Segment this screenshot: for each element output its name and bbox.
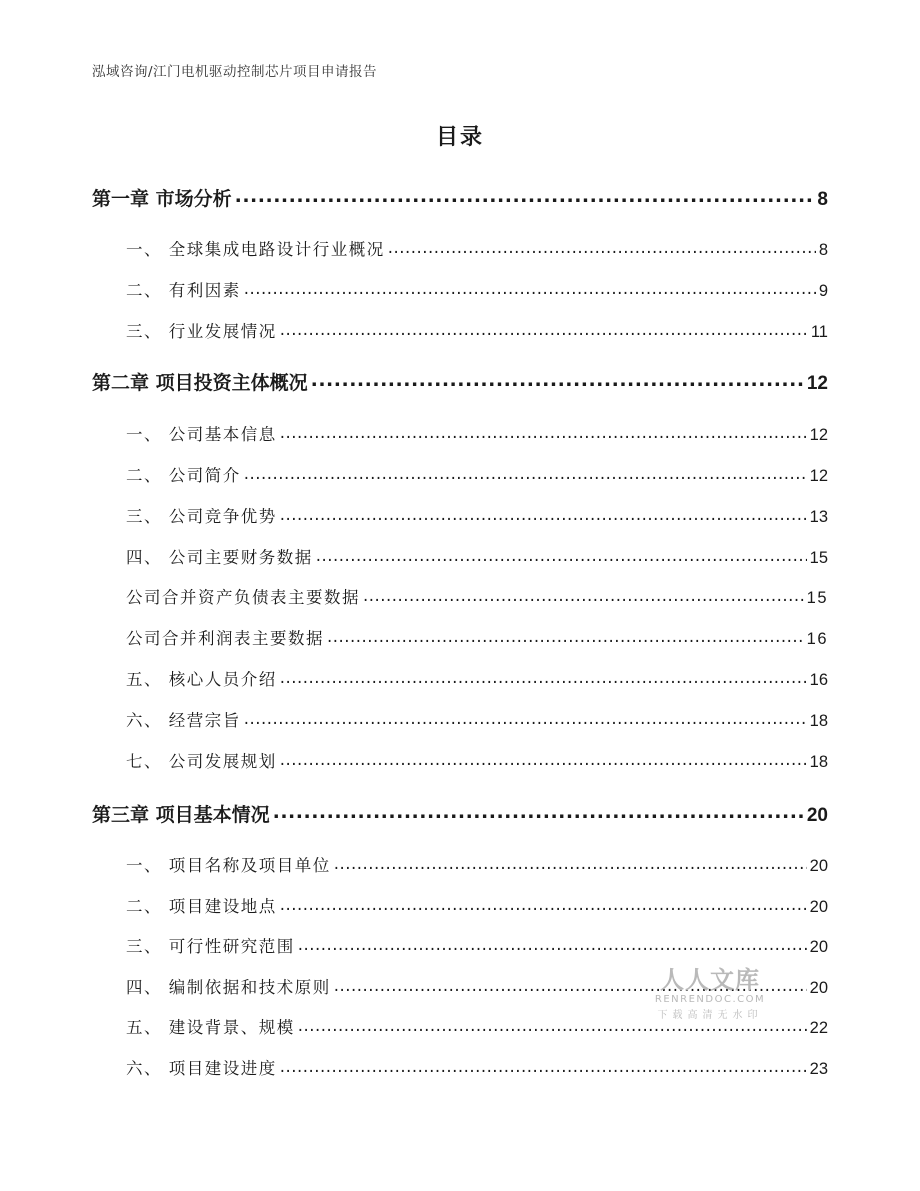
toc-page-number: 22 xyxy=(809,1019,828,1037)
watermark xyxy=(648,960,772,1021)
toc-page-number: 16 xyxy=(806,630,828,648)
toc-entry-label: 四、 编制依据和技术原则 xyxy=(126,978,331,997)
toc-section-entry[interactable] xyxy=(126,236,828,260)
toc-dot-leader xyxy=(280,424,807,441)
toc-page-number: 20 xyxy=(806,805,828,826)
toc-section-entry[interactable] xyxy=(126,1055,828,1079)
watermark-url: RENRENDOC.COM xyxy=(654,994,766,1005)
toc-dot-leader xyxy=(280,506,807,523)
toc-section-entry[interactable] xyxy=(126,933,828,957)
toc-section-entry[interactable] xyxy=(126,625,828,649)
toc-page-number: 20 xyxy=(809,979,828,997)
toc-page-number: 15 xyxy=(809,549,828,567)
toc-entry-label: 七、 公司发展规划 xyxy=(126,752,277,771)
toc-entry-label: 六、 项目建设进度 xyxy=(126,1059,277,1078)
toc-page-number: 8 xyxy=(818,241,828,259)
toc-entry-label: 一、 项目名称及项目单位 xyxy=(126,856,331,875)
toc-dot-leader xyxy=(388,239,816,256)
toc-entry-label: 五、 建设背景、规模 xyxy=(126,1018,295,1037)
toc-dot-leader xyxy=(280,896,807,913)
toc-chapter-entry[interactable] xyxy=(92,184,828,211)
toc-page-number: 20 xyxy=(809,898,828,916)
toc-entry-label: 一、 全球集成电路设计行业概况 xyxy=(126,240,385,259)
toc-page-number: 18 xyxy=(809,753,828,771)
toc-entry-label: 第三章 项目基本情况 xyxy=(92,804,270,826)
toc-page-number: 16 xyxy=(809,671,828,689)
toc-dot-leader xyxy=(235,186,815,205)
toc-dot-leader xyxy=(273,802,804,821)
toc-entry-label: 二、 公司简介 xyxy=(126,466,241,485)
toc-chapter-entry[interactable] xyxy=(92,368,828,395)
toc-entry-label: 二、 有利因素 xyxy=(126,281,241,300)
toc-entry-label: 三、 行业发展情况 xyxy=(126,322,277,341)
toc-dot-leader xyxy=(316,547,807,564)
toc-section-entry[interactable] xyxy=(126,544,828,568)
toc-section-entry[interactable] xyxy=(126,852,828,876)
toc-dot-leader xyxy=(244,710,807,727)
toc-section-entry[interactable] xyxy=(126,462,828,486)
toc-section-entry[interactable] xyxy=(126,277,828,301)
toc-entry-label: 三、 可行性研究范围 xyxy=(126,937,295,956)
toc-dot-leader xyxy=(327,628,804,645)
toc-dot-leader xyxy=(298,936,807,953)
toc-dot-leader xyxy=(280,321,808,338)
toc-entry-label: 一、 公司基本信息 xyxy=(126,425,277,444)
toc-dot-leader xyxy=(334,855,807,872)
toc-entry-label: 第二章 项目投资主体概况 xyxy=(92,372,308,394)
watermark-logo-text: 人人文库 xyxy=(660,965,760,994)
toc-section-entry[interactable] xyxy=(126,748,828,772)
toc-page-number: 12 xyxy=(809,467,828,485)
toc-page-number: 8 xyxy=(817,189,828,210)
toc-dot-leader xyxy=(280,751,807,768)
toc-page-number: 12 xyxy=(809,426,828,444)
toc-section-entry[interactable] xyxy=(126,318,828,342)
toc-section-entry[interactable] xyxy=(126,707,828,731)
toc-page-number: 13 xyxy=(809,508,828,526)
toc-dot-leader xyxy=(311,370,804,389)
page-title: 目录 xyxy=(435,125,484,150)
toc-entry-label: 五、 核心人员介绍 xyxy=(126,670,277,689)
running-header: 泓域咨询/江门电机驱动控制芯片项目申请报告 xyxy=(92,64,378,80)
toc-page-number: 20 xyxy=(809,857,828,875)
toc-page-number: 12 xyxy=(806,373,828,394)
toc-page-number: 11 xyxy=(810,323,828,341)
toc-entry-label: 第一章 市场分析 xyxy=(92,188,232,210)
toc-dot-leader xyxy=(244,465,807,482)
toc-entry-label: 公司合并资产负债表主要数据 xyxy=(126,588,360,607)
toc-dot-leader xyxy=(363,587,804,604)
toc-page-number: 20 xyxy=(809,938,828,956)
toc-dot-leader xyxy=(280,1058,807,1075)
toc-entry-label: 三、 公司竞争优势 xyxy=(126,507,277,526)
toc-page-number: 9 xyxy=(818,282,828,300)
toc-section-entry[interactable] xyxy=(126,421,828,445)
toc-dot-leader xyxy=(280,669,807,686)
toc-entry-label: 二、 项目建设地点 xyxy=(126,897,277,916)
toc-section-entry[interactable] xyxy=(126,893,828,917)
toc-page-number: 23 xyxy=(809,1060,828,1078)
toc-entry-label: 六、 经营宗旨 xyxy=(126,711,241,730)
toc-page-number: 15 xyxy=(806,589,828,607)
toc-entry-label: 四、 公司主要财务数据 xyxy=(126,548,313,567)
toc-section-entry[interactable] xyxy=(126,503,828,527)
toc-entry-label: 公司合并利润表主要数据 xyxy=(126,629,324,648)
toc-section-entry[interactable] xyxy=(126,666,828,690)
toc-dot-leader xyxy=(244,280,816,297)
toc-chapter-entry[interactable] xyxy=(92,800,828,827)
toc-section-entry[interactable] xyxy=(126,584,828,608)
toc-page-number: 18 xyxy=(809,712,828,730)
watermark-subtitle: 下载高清无水印 xyxy=(657,1010,763,1021)
